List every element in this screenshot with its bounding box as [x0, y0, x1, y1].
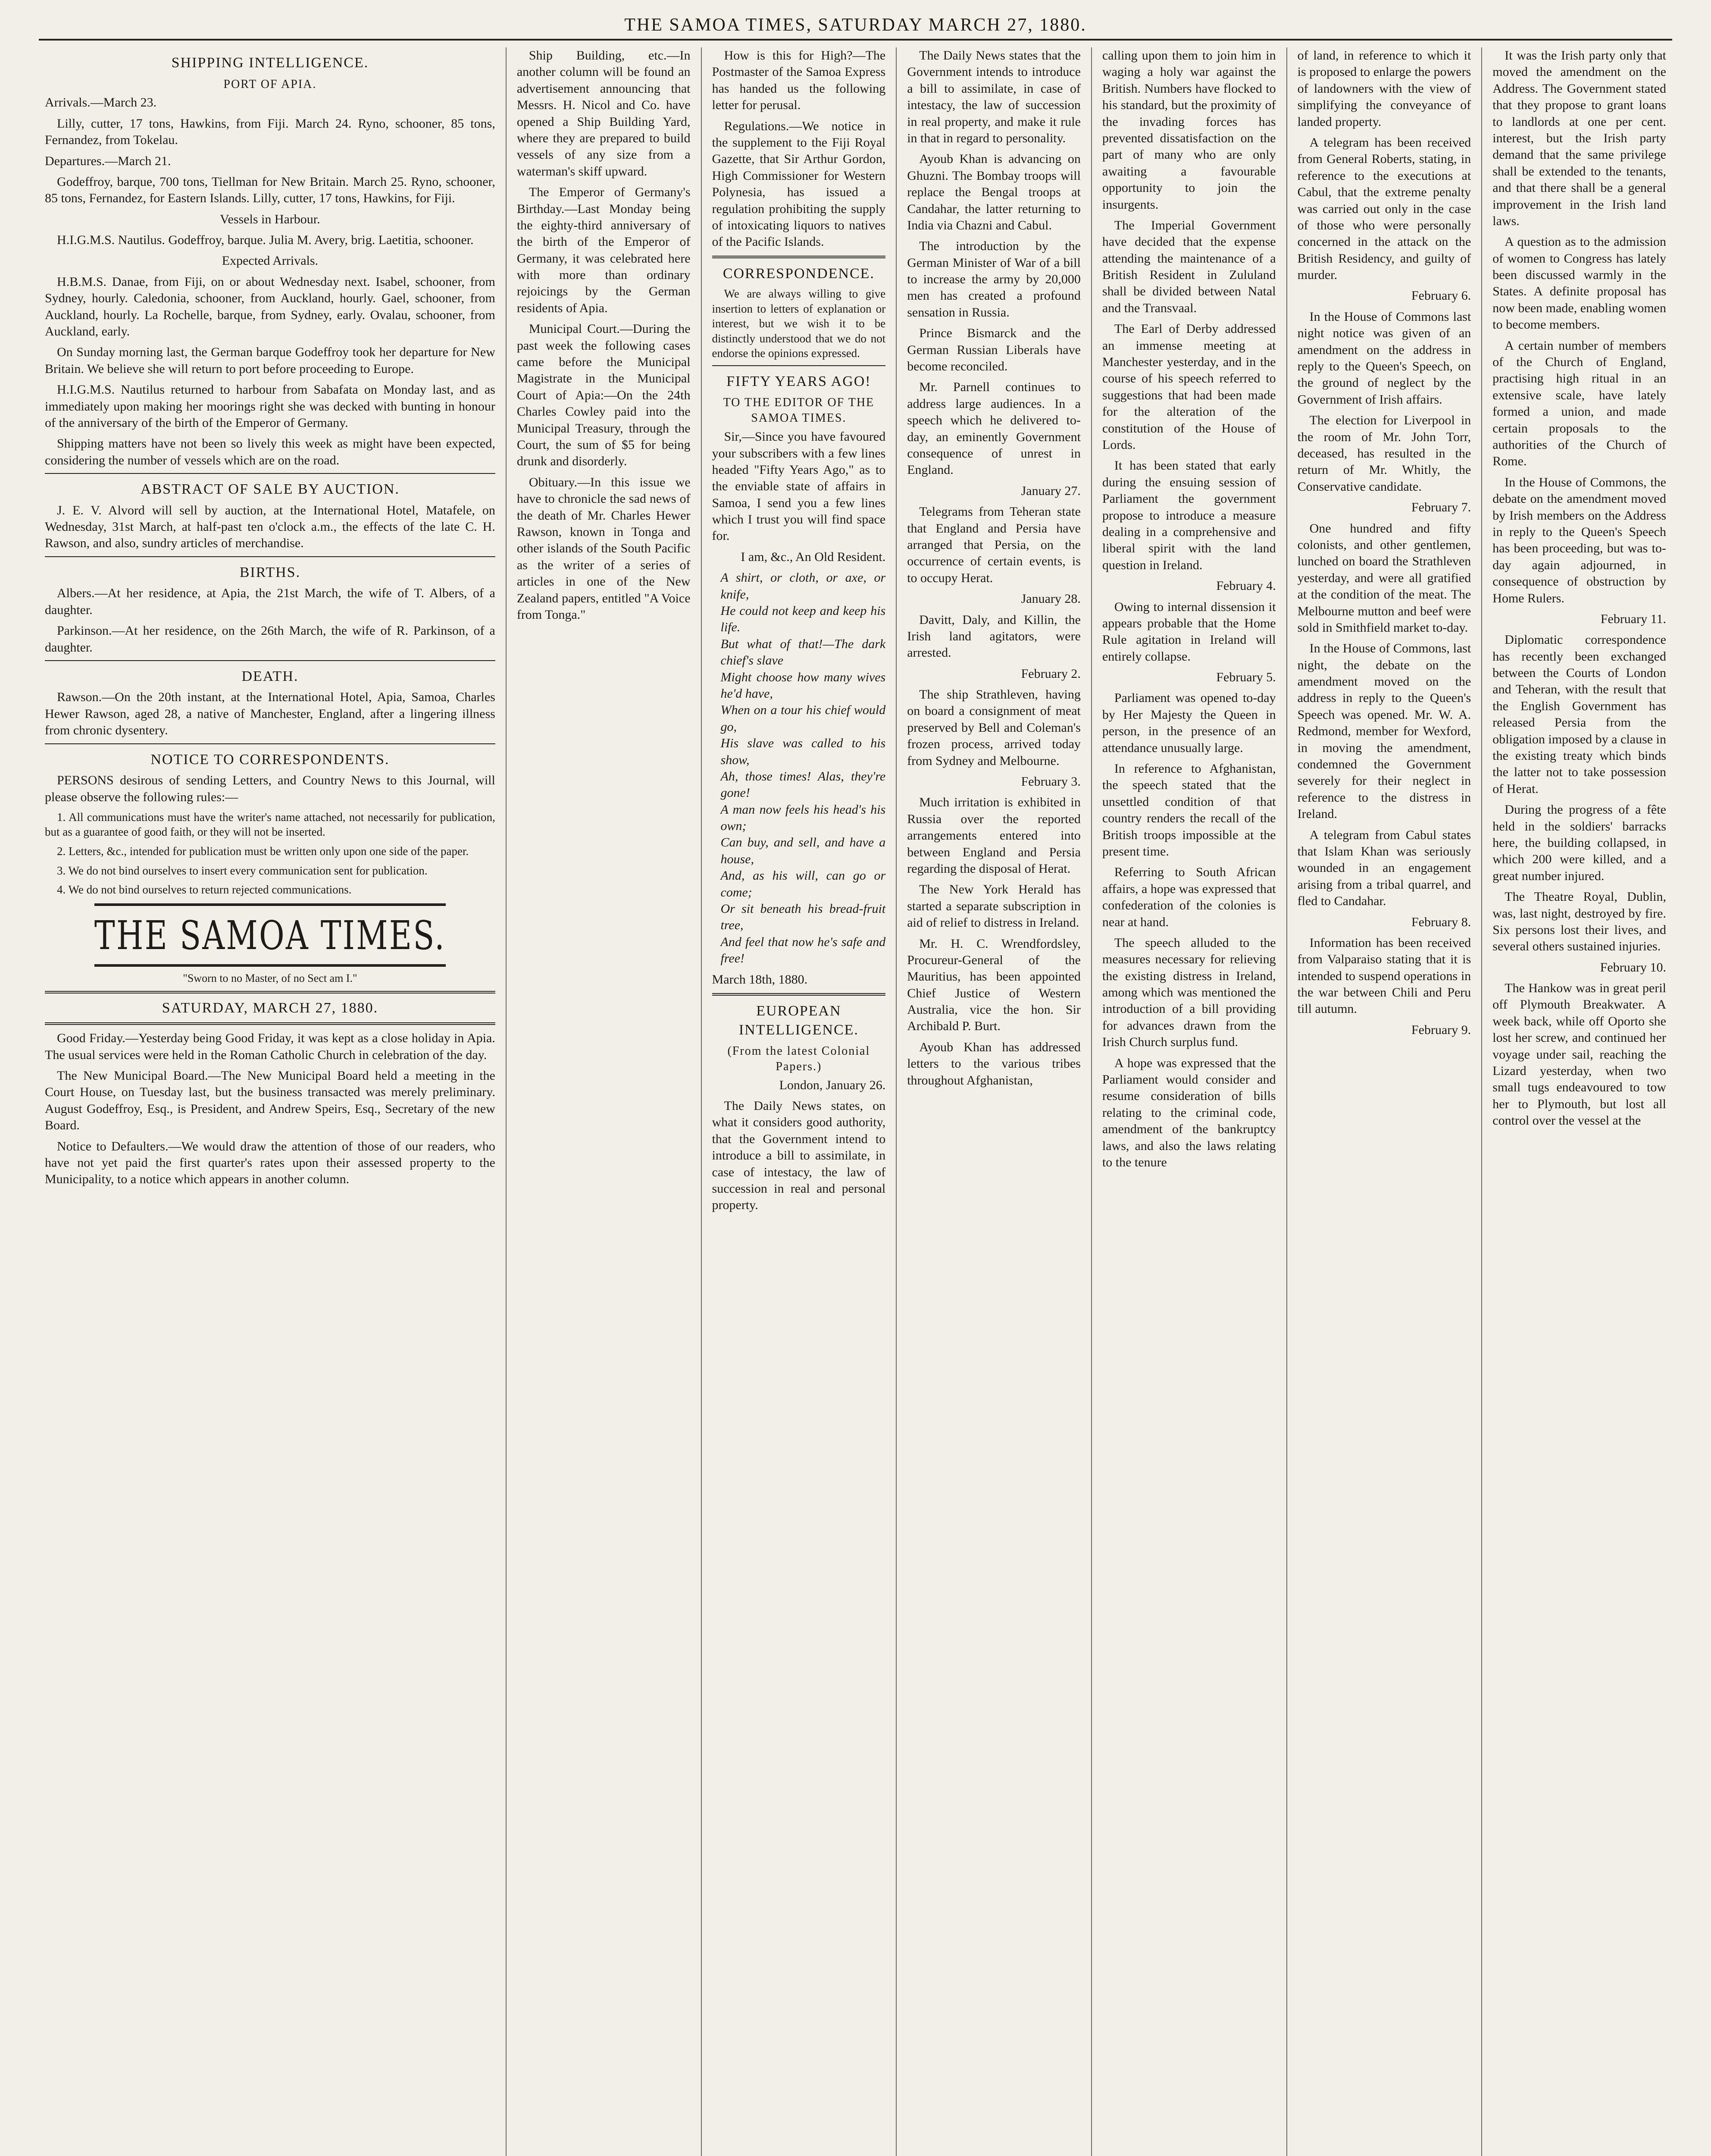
poem-line: A shirt, or cloth, or axe, or knife, — [720, 570, 886, 602]
telegrams-article: Telegrams from Teheran state that England and Persia have arranged that Persia, on the occurrence of certain events, is to occupy Herat. — [907, 505, 1081, 585]
liverpool-article: The election for Liverpool in the room of Mr. John Torr, deceased, has resulted in the return of Mr. Whitly, the Conservative candidate. — [1297, 413, 1471, 494]
death-heading: DEATH. — [241, 668, 299, 684]
municipal-court-article: Municipal Court.—During the past week the following cases came before the Municipal Magistrate in the Municipal Court of Apia:—On the 24th Charles Cowley paid into the Municipal Treasury, through the Court, the sum of $5 for being drunk and disorderly. — [516, 322, 691, 469]
shipping-body-2: H.I.G.M.S. Nautilus returned to harbour from Sabafata on Monday last, and as immediately upon making her moorings right she was decked with bunting in honour of the anniversary of the birth of the Emperor of Germany. — [45, 382, 495, 430]
european-sub: (From the latest Colonial Papers.) — [727, 1044, 870, 1073]
births-text-2: Parkinson.—At her residence, on the 26th March, the wife of R. Parkinson, of a daughter. — [45, 624, 495, 655]
expected-text: H.B.M.S. Danae, from Fiji, on or about Wednesday next. Isabel, schooner, from Sydney, hourly. Caledonia, schooner, from Auckland, hourly. Gael, schooner, from Auckland, hourly. La Rochelle, barque, from Sydney, early. Ovalau, schooner, from Auckland, early. — [45, 274, 495, 339]
departures-label: Departures.—March 21. — [45, 154, 171, 168]
death-text: Rawson.—On the 20th instant, at the International Hotel, Apia, Samoa, Charles Hewer Rawson, aged 28, a native of Manchester, England, after a lingering illness from chronic dysentery. — [45, 690, 495, 738]
fifty-years-heading: FIFTY YEARS AGO! — [726, 373, 871, 389]
land-article: of land, in reference to which it is proposed to enlarge the powers of landowners with the view of simplifying the conveyance of landed property. — [1297, 48, 1471, 129]
poem-line: Or sit beneath his bread-fruit tree, — [720, 902, 886, 933]
arrivals-text: Lilly, cutter, 17 tons, Hawkins, from Fiji. March 24. Ryno, schooner, 85 tons, Fernandez, from Tokelau. — [45, 116, 495, 147]
fete-article: During the progress of a fête held in the soldiers' barracks here, the building collapsed, in which 200 were killed, and a great number injured. — [1492, 802, 1666, 883]
date-february-4: February 4. — [1216, 579, 1276, 593]
emperor-birthday-article: The Emperor of Germany's Birthday.—Last Monday being the eighty-third anniversary of the birth of the Emperor of Germany, it was celebrated here with more than ordinary rejoicings by the German residents of Apia. — [516, 185, 691, 315]
parnell-article: Mr. Parnell continues to address large audiences. In a speech which he delivered to-day, an eminently Government consequence of unrest in England. — [907, 380, 1081, 477]
poem-line: But what of that!—The dark chief's slave — [720, 636, 886, 668]
date-february-11: February 11. — [1600, 611, 1666, 626]
divider — [45, 473, 495, 474]
poem-line: When on a tour his chief would go, — [720, 703, 886, 734]
daily-news-article: The Daily News states that the Government intends to introduce a bill to assimilate, in case of intestacy, the law of succession in real property, and make it rule in that in regard to personality. — [907, 48, 1081, 145]
vessels-text: H.I.G.M.S. Nautilus. Godeffroy, barque. Julia M. Avery, brig. Laetitia, schooner. — [57, 233, 474, 248]
columns-container — [34, 47, 1677, 2156]
shipping-body-3: Shipping matters have not been so lively this week as might have been expected, considering the number of vessels which are on the road. — [45, 436, 495, 467]
notice-intro: PERSONS desirous of sending Letters, and Country News to this Journal, will please observe the following rules:— — [45, 773, 495, 804]
correspondence-note: We are always willing to give insertion to letters of explanation or interest, but we wish it to be distinctly understood that we do not endorse the opinions expressed. — [712, 287, 886, 360]
page-header — [39, 12, 1672, 41]
south-africa-article: Referring to South African affairs, a hope was expressed that confederation of the colonies is near at hand. — [1102, 865, 1276, 929]
imperial-govt-article: The Imperial Government have decided that the expense attending the maintenance of a British Resident in Zululand shall be divided between Natal and the Transvaal. — [1102, 218, 1276, 315]
strathleven-mutton-article: One hundred and fifty colonists, and other gentlemen, lunched on board the Strathleven yesterday, and were all gratified at the condition of the meat. The Melbourne mutton and beef were sold in Smithfield market to-day. — [1297, 521, 1471, 635]
notice-rule-4: 4. We do not bind ourselves to return rejected communications. — [57, 883, 352, 896]
european-heading: EUROPEAN INTELLIGENCE. — [738, 1003, 859, 1038]
column-2 — [506, 47, 701, 2156]
parliament-opened-article: Parliament was opened to-day by Her Majesty the Queen in person, in the presence of an attendance unusually large. — [1102, 691, 1276, 755]
distress-article: The speech alluded to the measures necessary for relieving the existing distress in Ireland, among which was mentioned the introduction of a bill providing for advances drawn from the Irish Church surplus fund. — [1102, 935, 1276, 1050]
date-january-27: January 27. — [1021, 483, 1081, 498]
notice-rule-3: 3. We do not bind ourselves to insert every communication sent for publication. — [57, 864, 428, 877]
afghanistan-article: In reference to Afghanistan, the speech stated that the unsettled condition of that country renders the recall of the British troops impossible at the present time. — [1102, 761, 1276, 859]
column-5 — [1091, 47, 1286, 2156]
shipping-body-1: On Sunday morning last, the German barque Godeffroy took her departure for New Britain. We believe she will return to port before proceeding to Europe. — [45, 345, 495, 376]
catholics-article: A certain number of members of the Church of England, practising high ritual in an extensive scale, have lately formed a union, and made certain proposals to the authorities of the Church of Rome. — [1492, 338, 1666, 469]
auction-heading: ABSTRACT OF SALE BY AUCTION. — [140, 481, 400, 498]
poem-line: Might choose how many wives he'd have, — [720, 670, 886, 701]
strathleven-article: The ship Strathleven, having on board a consignment of meat preserved by Bell and Coleman's frozen process, arrived today from Sydney and Melbourne. — [907, 687, 1081, 768]
column-6 — [1286, 47, 1482, 2156]
date-february-9: February 9. — [1411, 1022, 1471, 1037]
auction-text: J. E. V. Alvord will sell by auction, at the International Hotel, Matafele, on Wednesday, 31st March, at half-past ten o'clock a.m., the effects of the late C. H. Rawson, and also, sundry articles of merchandise. — [45, 503, 495, 551]
poem-line: Can buy, and sell, and have a house, — [720, 835, 886, 866]
poem-line: A man now feels his head's his own; — [720, 802, 886, 834]
poem-line: And, as his will, can go or come; — [720, 868, 886, 899]
davitt-article: Davitt, Daly, and Killin, the Irish land agitators, were arrested. — [907, 612, 1081, 660]
divider — [45, 1022, 495, 1025]
column-4 — [896, 47, 1091, 2156]
expected-label: Expected Arrivals. — [222, 254, 319, 268]
irish-party-article: It was the Irish party only that moved the amendment on the Address. The Government stated that they propose to grant loans to landlords at one per cent. interest, but the Irish party demand that the same privilege shall be extended to the tenants, and that there shall be a general improvement in the Irish land laws. — [1492, 48, 1666, 228]
fifty-years-body: Sir,—Since you have favoured your subscribers with a few lines headed "Fifty Years Ago," as to the enviable state of affairs in Samoa, I send you a few lines which I trust you will find space for. — [712, 429, 886, 543]
bismarck-article: Prince Bismarck and the German Russian Liberals have become reconciled. — [907, 326, 1081, 374]
arrivals-label: Arrivals.—March 23. — [45, 95, 157, 110]
ayoub-article: Ayoub Khan is advancing on Ghuzni. The Bombay troops will replace the Bengal troops at Candahar, the latter returning to India via Chazni and Cabul. — [907, 152, 1081, 232]
obituary-article: Obituary.—In this issue we have to chronicle the sad news of the death of Mr. Charles Hewer Rawson, known in Tonga and other islands of the South Pacific as the writer of a series of articles in one of the New Zealand papers, entitled "A Voice from Tonga." — [516, 475, 691, 622]
theatre-article: The Theatre Royal, Dublin, was, last night, destroyed by fire. Six persons lost their lives, and several others sustained injuries. — [1492, 890, 1666, 954]
calling-article: calling upon them to join him in waging a holy war against the British. Numbers have flocked to his standard, but the proximity of the invading forces has prevented dissatisfaction on the part of many who are only awaiting a favourable opportunity to join the insurgents. — [1102, 48, 1276, 212]
notice-rule-1: 1. All communications must have the writer's name attached, not necessarily for publication, but as a guarantee of good faith, or they will not be inserted. — [45, 810, 495, 839]
russia-article: Much irritation is exhibited in Russia over the reported arrangements entered into between England and Persia regarding the disposal of Herat. — [907, 795, 1081, 876]
european-body: The Daily News states, on what it considers good authority, that the Government intend to introduce a bill to assimilate, in case of intestacy, the law of succession in real and personal property. — [712, 1099, 886, 1213]
births-text-1: Albers.—At her residence, at Apia, the 21st March, the wife of T. Albers, of a daughter. — [45, 586, 495, 617]
wrendfordsley-article: Mr. H. C. Wrendfordsley, Procureur-General of the Mauritius, has been appointed Chief Justice of Western Australia, vice the hon. Sir Archibald P. Burt. — [907, 936, 1081, 1034]
divider — [712, 365, 886, 366]
poem-line: He could not keep and keep his life. — [720, 604, 886, 635]
header-title: THE SAMOA TIMES, SATURDAY MARCH 27, 1880. — [624, 15, 1087, 35]
fifty-years-to: TO THE EDITOR OF THE SAMOA TIMES. — [723, 396, 875, 425]
european-date: London, January 26. — [779, 1078, 886, 1092]
column-3 — [701, 47, 896, 2156]
commons-adjourned-article: In the House of Commons, the debate on the amendment moved by Irish members on the Address in reply to the Queen's Speech has been proceeding, but was to-day again adjourned, in consequence of obstruction by Home Rulers. — [1492, 475, 1666, 605]
how-high-article: How is this for High?—The Postmaster of the Samoa Express has handed us the following letter for perusal. — [712, 48, 886, 113]
ny-herald-article: The New York Herald has started a separate subscription in aid of relief to distress in Ireland. — [907, 882, 1081, 930]
good-friday-article: Good Friday.—Yesterday being Good Friday, it was kept as a close holiday in Apia. The usual services were held in the Roman Catholic Church in celebration of the day. — [45, 1031, 495, 1062]
ayoub-letters-article: Ayoub Khan has addressed letters to the various tribes throughout Afghanistan, — [907, 1040, 1081, 1087]
commons-debate-article: In the House of Commons, last night, the debate on the amendment moved on the address in reply to the Queen's Speech was opened. Mr. W. A. Redmond, member for Wexford, in moving the amendment, condemned the Government severely for their neglect in reference to the distress in Ireland. — [1297, 641, 1471, 821]
divider — [712, 993, 886, 996]
notice-heading: NOTICE TO CORRESPONDENTS. — [150, 751, 390, 768]
divider — [45, 743, 495, 744]
date-february-5: February 5. — [1216, 670, 1276, 685]
births-heading: BIRTHS. — [239, 564, 301, 580]
diplomatic-article: Diplomatic correspondence has recently been exchanged between the Courts of London and Teheran, with the result that the English Government has released Persia from the obligation imposed by a clause in the existing treaty which binds the latter not to take possession of Herat. — [1492, 633, 1666, 796]
poem-date: March 18th, 1880. — [712, 972, 808, 987]
departures-text: Godeffroy, barque, 700 tons, Tiellman for New Britain. March 25. Ryno, schooner, 85 tons, Fernandez, for Eastern Islands. Lilly, cutter, 17 tons, Hawkins, for Fiji. — [45, 174, 495, 206]
vessels-label: Vessels in Harbour. — [220, 212, 320, 226]
correspondence-heading: CORRESPONDENCE. — [723, 265, 875, 282]
paper-title: THE SAMOA TIMES. — [94, 903, 446, 967]
date-february-6: February 6. — [1411, 288, 1471, 303]
municipal-board-article: The New Municipal Board.—The New Municipal Board held a meeting in the Court House, on Tuesday last, but the business transacted was merely preliminary. August Godeffroy, Esq., is President, and Andrew Speirs, Esq., Secretary of the new Board. — [45, 1068, 495, 1133]
shipping-heading: SHIPPING INTELLIGENCE. — [171, 55, 369, 71]
fifty-years-sign: I am, &c., An Old Resident. — [741, 549, 886, 564]
poem-line: His slave was called to his show, — [720, 736, 886, 767]
date-february-2: February 2. — [1021, 666, 1081, 681]
divider — [45, 991, 495, 993]
date-february-10: February 10. — [1600, 960, 1666, 975]
port-heading: PORT OF APIA. — [223, 77, 317, 91]
roberts-article: A telegram has been received from General Roberts, stating, in reference to the executions at Cabul, that the extreme penalty was carried out only in the case of those who were personally concerned in the attack on the British Residency, and guilty of murder. — [1297, 135, 1471, 282]
date-february-3: February 3. — [1021, 774, 1081, 789]
parliament-article: It has been stated that early during the ensuing session of Parliament the government propose to introduce a measure dealing in a comprehensive and liberal spirit with the land question in Ireland. — [1102, 458, 1276, 572]
paper-motto: "Sworn to no Master, of no Sect am I." — [183, 972, 357, 985]
issue-date: SATURDAY, MARCH 27, 1880. — [162, 1000, 378, 1016]
divider — [712, 256, 886, 258]
date-february-7: February 7. — [1411, 500, 1471, 515]
date-february-8: February 8. — [1411, 915, 1471, 929]
divider — [45, 660, 495, 661]
german-minister-article: The introduction by the German Minister of War of a bill to increase the army by 20,000 men has created a profound sensation in Russia. — [907, 239, 1081, 320]
home-rule-article: Owing to internal dissension it appears probable that the Home Rule agitation in Ireland will entirely collapse. — [1102, 599, 1276, 664]
divider — [45, 556, 495, 557]
regulations-article: Regulations.—We notice in the supplement to the Fiji Royal Gazette, that Sir Arthur Gordon, High Commissioner for Western Polynesia, has issued a regulation prohibiting the supply of intoxicating liquors to natives of the Pacific Islands. — [712, 119, 886, 249]
cabul-article: A telegram from Cabul states that Islam Khan was seriously wounded in an engagement arising from a tribal quarrel, and fled to Candahar. — [1297, 827, 1471, 909]
earl-derby-article: The Earl of Derby addressed an immense meeting at Manchester yesterday, and in the course of his speech referred to suggestions that had been made for the alteration of the constitution of the House of Lords. — [1102, 322, 1276, 452]
poem-line: And feel that now he's safe and free! — [720, 934, 886, 966]
poem — [712, 570, 886, 967]
poem-line: Ah, those times! Alas, they're gone! — [720, 769, 886, 800]
valparaiso-article: Information has been received from Valparaiso stating that it is intended to suspend operations in the war between Chili and Peru till autumn. — [1297, 935, 1471, 1016]
column-7 — [1481, 47, 1677, 2156]
notice-defaulters-article: Notice to Defaulters.—We would draw the attention of those of our readers, who have not yet paid the first quarter's rates upon their assessed property to the Municipality, to a notice which appears in another column. — [45, 1139, 495, 1187]
hope-article: A hope was expressed that the Parliament would consider and resume consideration of bills relating to the criminal code, amendment of the bankruptcy laws, and also the laws relating to the tenure — [1102, 1056, 1276, 1169]
notice-rule-2: 2. Letters, &c., intended for publication must be written only upon one side of the paper. — [57, 845, 469, 858]
commons-article: In the House of Commons last night notice was given of an amendment on the address in reply to the Queen's Speech, on the ground of neglect by the Government of Irish affairs. — [1297, 309, 1471, 407]
emigrants-article: A question as to the admission of women to Congress has lately been discussed warmly in the States. A definite proposal has now been made, enabling women to become members. — [1492, 235, 1666, 332]
date-january-28: January 28. — [1021, 592, 1081, 606]
column-1 — [34, 47, 506, 2156]
ship-building-article: Ship Building, etc.—In another column will be found an advertisement announcing that Messrs. H. Nicol and Co. have opened a Ship Building Yard, where they are prepared to build vessels of any size from a waterman's skiff upward. — [516, 48, 691, 179]
hankow-article: The Hankow was in great peril off Plymouth Breakwater. A week back, while off Oporto she lost her screw, and continued her voyage under sail, reaching the Lizard yesterday, when two small tugs endeavoured to tow her to Plymouth, but lost all control over the vessel at the — [1492, 981, 1666, 1128]
